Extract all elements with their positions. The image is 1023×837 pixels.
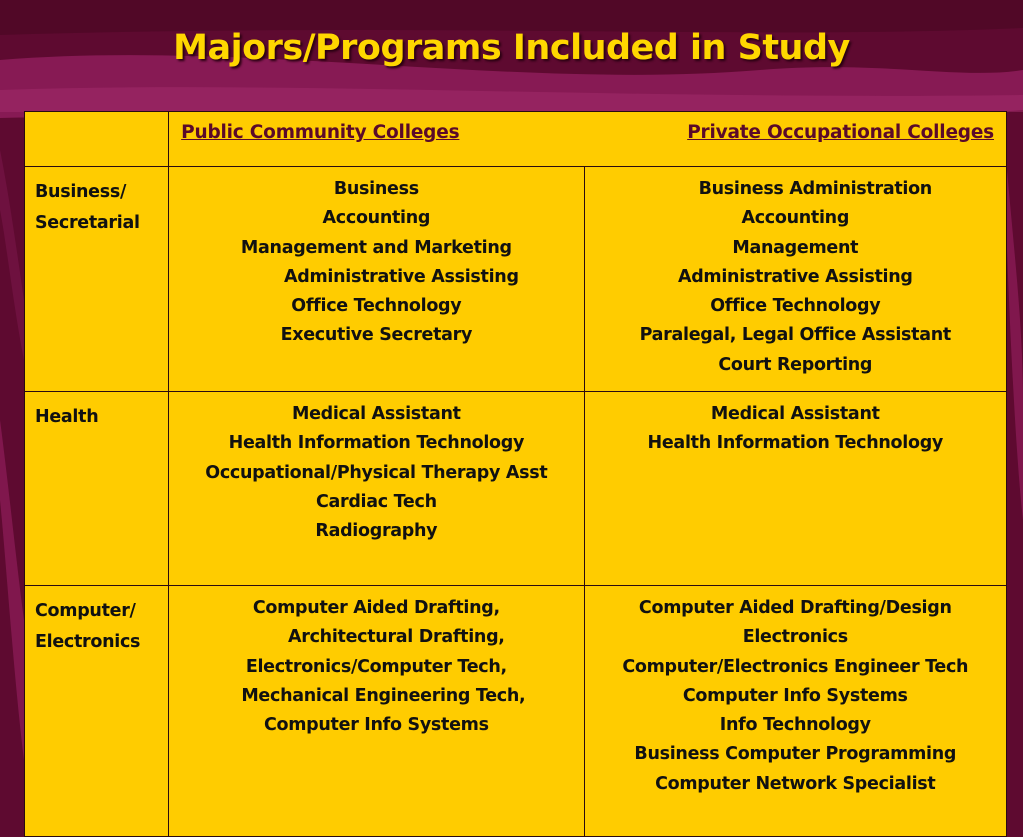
category-label: Computer/ xyxy=(35,601,136,621)
program-item: Info Technology xyxy=(719,715,871,736)
program-item: Medical Assistant xyxy=(291,404,461,424)
category-label: Health xyxy=(35,407,99,427)
programs-table xyxy=(24,111,1007,837)
program-item: Cardiac Tech xyxy=(315,491,437,512)
program-item: Business Computer Programming xyxy=(634,744,957,765)
program-item: Management xyxy=(732,237,859,258)
program-item: Computer Info Systems xyxy=(263,715,489,736)
program-item: Business xyxy=(333,179,419,199)
program-item: Architectural Drafting, xyxy=(288,627,505,648)
program-item: Occupational/Physical Therapy Asst xyxy=(205,462,548,483)
program-item: Health Information Technology xyxy=(647,433,944,454)
program-item: Executive Secretary xyxy=(280,325,473,346)
private-programs-cell xyxy=(584,167,1006,392)
program-item: Computer Aided Drafting, xyxy=(252,598,500,618)
table-row xyxy=(25,167,1007,392)
program-item: Computer Aided Drafting/Design xyxy=(638,598,952,618)
program-item: Computer/Electronics Engineer Tech xyxy=(622,656,969,677)
program-item: Business Administration xyxy=(698,179,932,199)
program-item: Accounting xyxy=(741,208,850,229)
category-cell xyxy=(25,392,169,586)
program-item: Mechanical Engineering Tech, xyxy=(241,685,526,706)
table-row xyxy=(25,392,1007,586)
category-label: Secretarial xyxy=(35,213,140,233)
program-item: Computer Network Specialist xyxy=(655,773,936,794)
table-header-row xyxy=(25,112,1007,167)
public-programs-cell xyxy=(169,167,584,392)
header-private-colleges: Private Occupational Colleges xyxy=(687,122,994,143)
program-item: Office Technology xyxy=(710,296,881,317)
public-programs-cell xyxy=(169,392,584,586)
category-label: Electronics xyxy=(35,632,141,652)
public-programs-cell xyxy=(169,586,584,837)
category-cell xyxy=(25,167,169,392)
header-cell xyxy=(169,112,1007,167)
private-programs-cell xyxy=(584,392,1006,586)
program-item: Administrative Assisting xyxy=(677,266,913,287)
program-item: Radiography xyxy=(315,521,438,542)
header-public-colleges: Public Community Colleges xyxy=(181,122,460,143)
program-item: Health Information Technology xyxy=(228,433,525,454)
program-item: Court Reporting xyxy=(718,354,873,375)
program-item: Paralegal, Legal Office Assistant xyxy=(639,325,951,346)
header-empty-cell xyxy=(25,112,169,167)
program-item: Office Technology xyxy=(291,296,462,317)
program-item: Administrative Assisting xyxy=(284,266,519,287)
category-cell xyxy=(25,586,169,837)
program-item: Electronics/Computer Tech, xyxy=(245,656,507,677)
page-title: Majors/Programs Included in Study xyxy=(173,28,850,68)
program-item: Electronics xyxy=(742,627,848,648)
private-programs-cell xyxy=(584,586,1006,837)
program-item: Management and Marketing xyxy=(240,237,512,258)
program-item: Computer Info Systems xyxy=(682,685,908,706)
table-row xyxy=(25,586,1007,837)
program-item: Medical Assistant xyxy=(710,404,880,424)
program-item: Accounting xyxy=(322,208,431,229)
category-label: Business/ xyxy=(35,182,127,202)
